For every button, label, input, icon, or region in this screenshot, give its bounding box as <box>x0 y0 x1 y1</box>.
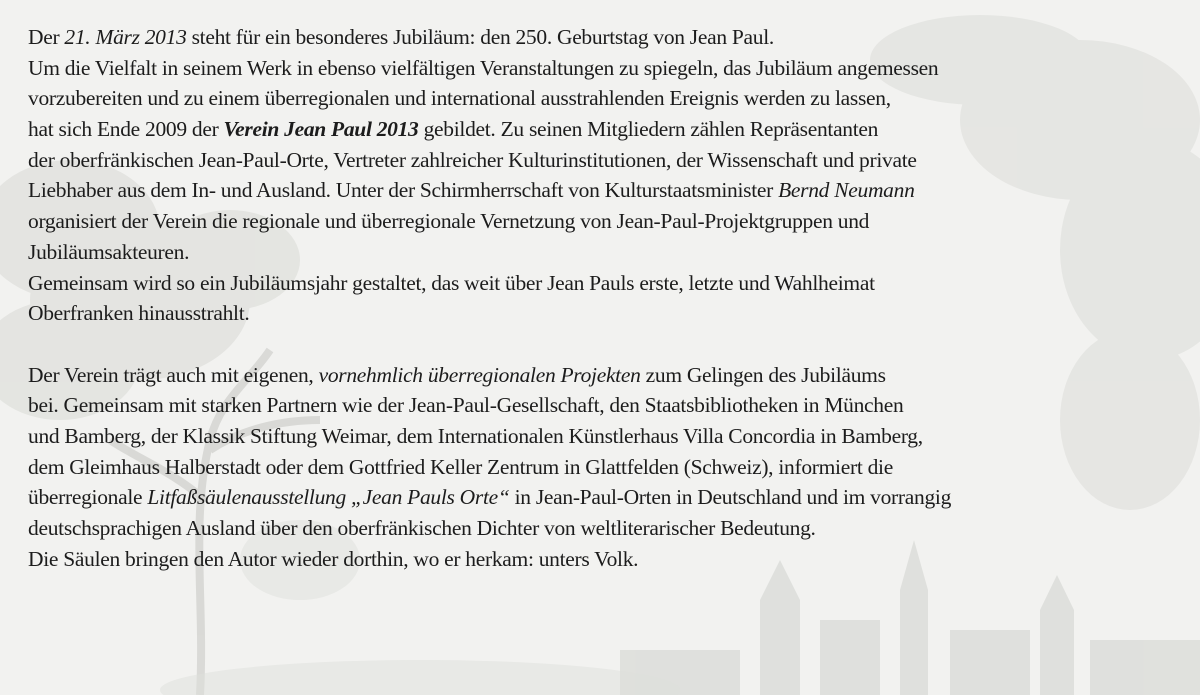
text-line <box>28 513 1188 544</box>
text-line <box>28 390 1188 421</box>
paragraph-gap <box>28 329 1188 360</box>
paragraph-1 <box>28 22 1188 329</box>
text-line <box>28 114 1188 145</box>
text-line <box>28 175 1188 206</box>
text-segment: zum Gelingen des Jubiläums <box>640 362 886 387</box>
text-body <box>28 22 1188 574</box>
text-line <box>28 452 1188 483</box>
text-segment: und Bamberg, der Klassik Stiftung Weimar, dem Internationalen Künstlerhaus Villa Concordia in Bamberg, <box>28 423 923 448</box>
text-segment: Der Verein trägt auch mit eigenen, <box>28 362 319 387</box>
paragraph-2 <box>28 360 1188 575</box>
text-line <box>28 482 1188 513</box>
text-line <box>28 206 1188 237</box>
text-segment: der oberfränkischen Jean-Paul-Orte, Vertreter zahlreicher Kulturinstitutionen, der Wissenschaft und private <box>28 147 917 172</box>
text-segment: Die Säulen bringen den Autor wieder dorthin, wo er herkam: unters Volk. <box>28 546 639 571</box>
text-line <box>28 145 1188 176</box>
text-line <box>28 421 1188 452</box>
emphasized-text: vornehmlich überregionalen Projekten <box>318 362 641 387</box>
text-segment: dem Gleimhaus Halberstadt oder dem Gottfried Keller Zentrum in Glattfelden (Schweiz), informiert die <box>28 454 893 479</box>
text-line <box>28 544 1188 575</box>
text-segment: Der <box>28 25 65 49</box>
text-segment: vorzubereiten und zu einem überregionalen und international ausstrahlenden Ereignis werden zu lassen, <box>28 86 891 111</box>
text-segment: organisiert der Verein die regionale und überregionale Vernetzung von Jean-Paul-Projektgruppen und <box>28 209 870 234</box>
text-segment: bei. Gemeinsam mit starken Partnern wie der Jean-Paul-Gesellschaft, den Staatsbibliotheken in München <box>28 393 904 418</box>
text-segment: Oberfranken hinausstrahlt. <box>28 301 250 326</box>
text-segment: deutschsprachigen Ausland über den oberfränkischen Dichter von weltliterarischer Bedeutung. <box>28 516 816 540</box>
text-segment: gebildet. Zu seinen Mitgliedern zählen Repräsentanten <box>418 117 879 142</box>
text-segment: Gemeinsam wird so ein Jubiläumsjahr gestaltet, das weit über Jean Pauls erste, letzte und Wahlheimat <box>28 270 875 295</box>
emphasized-text: Litfaßsäulenausstellung „Jean Pauls Orte“ <box>147 485 510 510</box>
text-line <box>28 22 1188 53</box>
text-segment: Liebhaber aus dem In- und Ausland. Unter der Schirmherrschaft von Kulturstaatsminister <box>28 178 779 203</box>
text-segment: überregionale <box>28 485 148 510</box>
emphasized-text: Verein Jean Paul 2013 <box>223 117 419 142</box>
emphasized-text: Bernd Neumann <box>778 178 915 203</box>
text-segment: hat sich Ende 2009 der <box>28 117 224 142</box>
text-segment: Jubiläumsakteuren. <box>28 239 190 264</box>
text-line <box>28 237 1188 268</box>
text-segment: in Jean-Paul-Orten in Deutschland und im vorrangig <box>509 485 952 510</box>
text-line <box>28 268 1188 299</box>
text-line <box>28 360 1188 391</box>
text-segment: steht für ein besonderes Jubiläum: den 250. Geburtstag von Jean Paul. <box>186 25 774 49</box>
emphasized-text: 21. März 2013 <box>64 25 187 49</box>
text-line <box>28 298 1188 329</box>
text-segment: Um die Vielfalt in seinem Werk in ebenso vielfältigen Veranstaltungen zu spiegeln, das Jubiläum angemessen <box>28 55 939 80</box>
text-line <box>28 53 1188 84</box>
text-line <box>28 83 1188 114</box>
